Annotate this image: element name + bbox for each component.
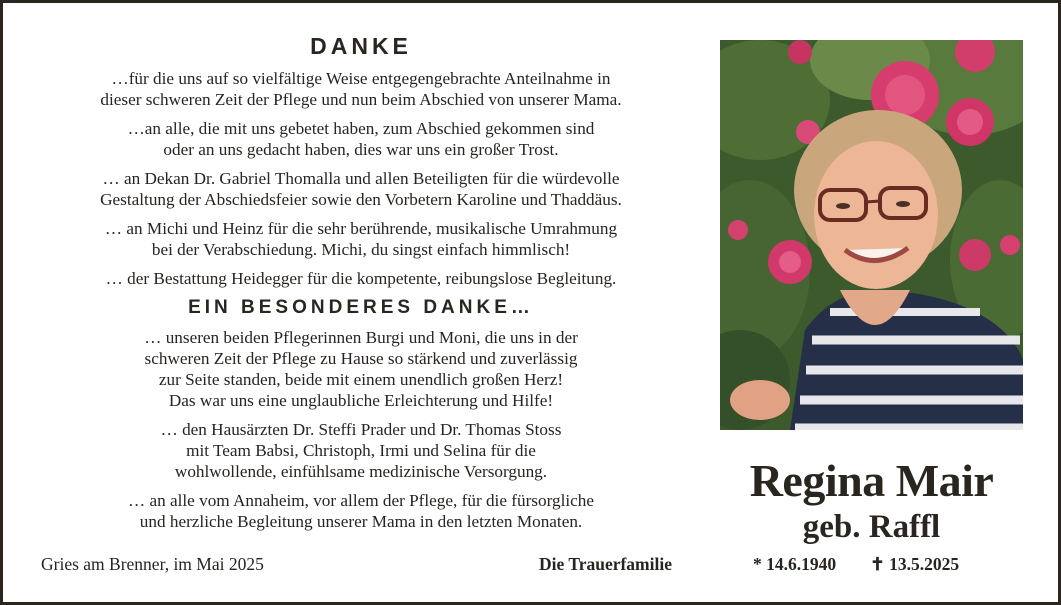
text-line: und herzliche Begleitung unserer Mama in den letzten Monaten. <box>139 512 583 531</box>
text-line: … an alle vom Annaheim, vor allem der Pflege, für die fürsorgliche <box>128 491 594 510</box>
deceased-name: Regina Mair <box>749 455 994 506</box>
special-thanks-heading: EIN BESONDERES DANKE… <box>188 297 534 318</box>
text-line: oder an uns gedacht haben, dies war uns ein großer Trost. <box>163 140 559 159</box>
text-line: …an alle, die mit uns gebetet haben, zum Abschied gekommen sind <box>127 119 595 138</box>
text-line: mit Team Babsi, Christoph, Irmi und Selina für die <box>186 441 536 460</box>
special-thanks-paragraph-1 <box>21 327 701 411</box>
portrait-photo <box>720 40 1023 430</box>
text-line: Gestaltung der Abschiedsfeier sowie den Vorbetern Karoline und Thaddäus. <box>100 190 622 209</box>
thanks-paragraph-2 <box>21 118 701 160</box>
text-line: … den Hausärzten Dr. Steffi Prader und Dr. Thomas Stoss <box>160 420 562 439</box>
thanks-paragraph-5 <box>21 268 701 289</box>
text-line: … an Michi und Heinz für die sehr berührende, musikalische Umrahmung <box>104 219 618 238</box>
deceased-name-block <box>720 455 1023 547</box>
text-line: … der Bestattung Heidegger für die kompetente, reibungslose Begleitung. <box>105 269 617 288</box>
thanks-paragraph-1 <box>21 68 701 110</box>
special-thanks-paragraph-2 <box>21 419 701 482</box>
thanks-paragraph-3 <box>21 168 701 210</box>
text-line: …für die uns auf so vielfältige Weise entgegengebrachte Anteilnahme in <box>111 69 611 88</box>
portrait-illustration <box>720 40 1023 430</box>
text-line: wohlwollende, einfühlsame medizinische Versorgung. <box>174 462 548 481</box>
special-thanks-paragraph-3 <box>21 490 701 532</box>
maiden-name: geb. Raffl <box>802 509 941 545</box>
text-line: zur Seite standen, beide mit einem unendlich großen Herz! <box>158 370 564 389</box>
life-dates <box>753 554 959 575</box>
thanks-column <box>21 33 701 540</box>
text-line: Das war uns eine unglaubliche Erleichterung und Hilfe! <box>168 391 554 410</box>
text-line: … unseren beiden Pflegerinnen Burgi und Moni, die uns in der <box>144 328 578 347</box>
birth-date: * 14.6.1940 <box>753 554 837 574</box>
thanks-paragraph-4 <box>21 218 701 260</box>
signature: Die Trauerfamilie <box>539 554 672 574</box>
text-line: … an Dekan Dr. Gabriel Thomalla und allen Beteiligten für die würdevolle <box>102 169 620 188</box>
text-line: dieser schweren Zeit der Pflege und nun beim Abschied von unserer Mama. <box>100 90 622 109</box>
text-line: schweren Zeit der Pflege zu Hause so stärkend und zuverlässig <box>144 349 578 368</box>
place-date: Gries am Brenner, im Mai 2025 <box>41 554 264 574</box>
thanks-heading: DANKE <box>310 33 412 59</box>
text-line: bei der Verabschiedung. Michi, du singst einfach himmlisch! <box>151 240 571 259</box>
death-date: ✝ 13.5.2025 <box>870 554 960 574</box>
